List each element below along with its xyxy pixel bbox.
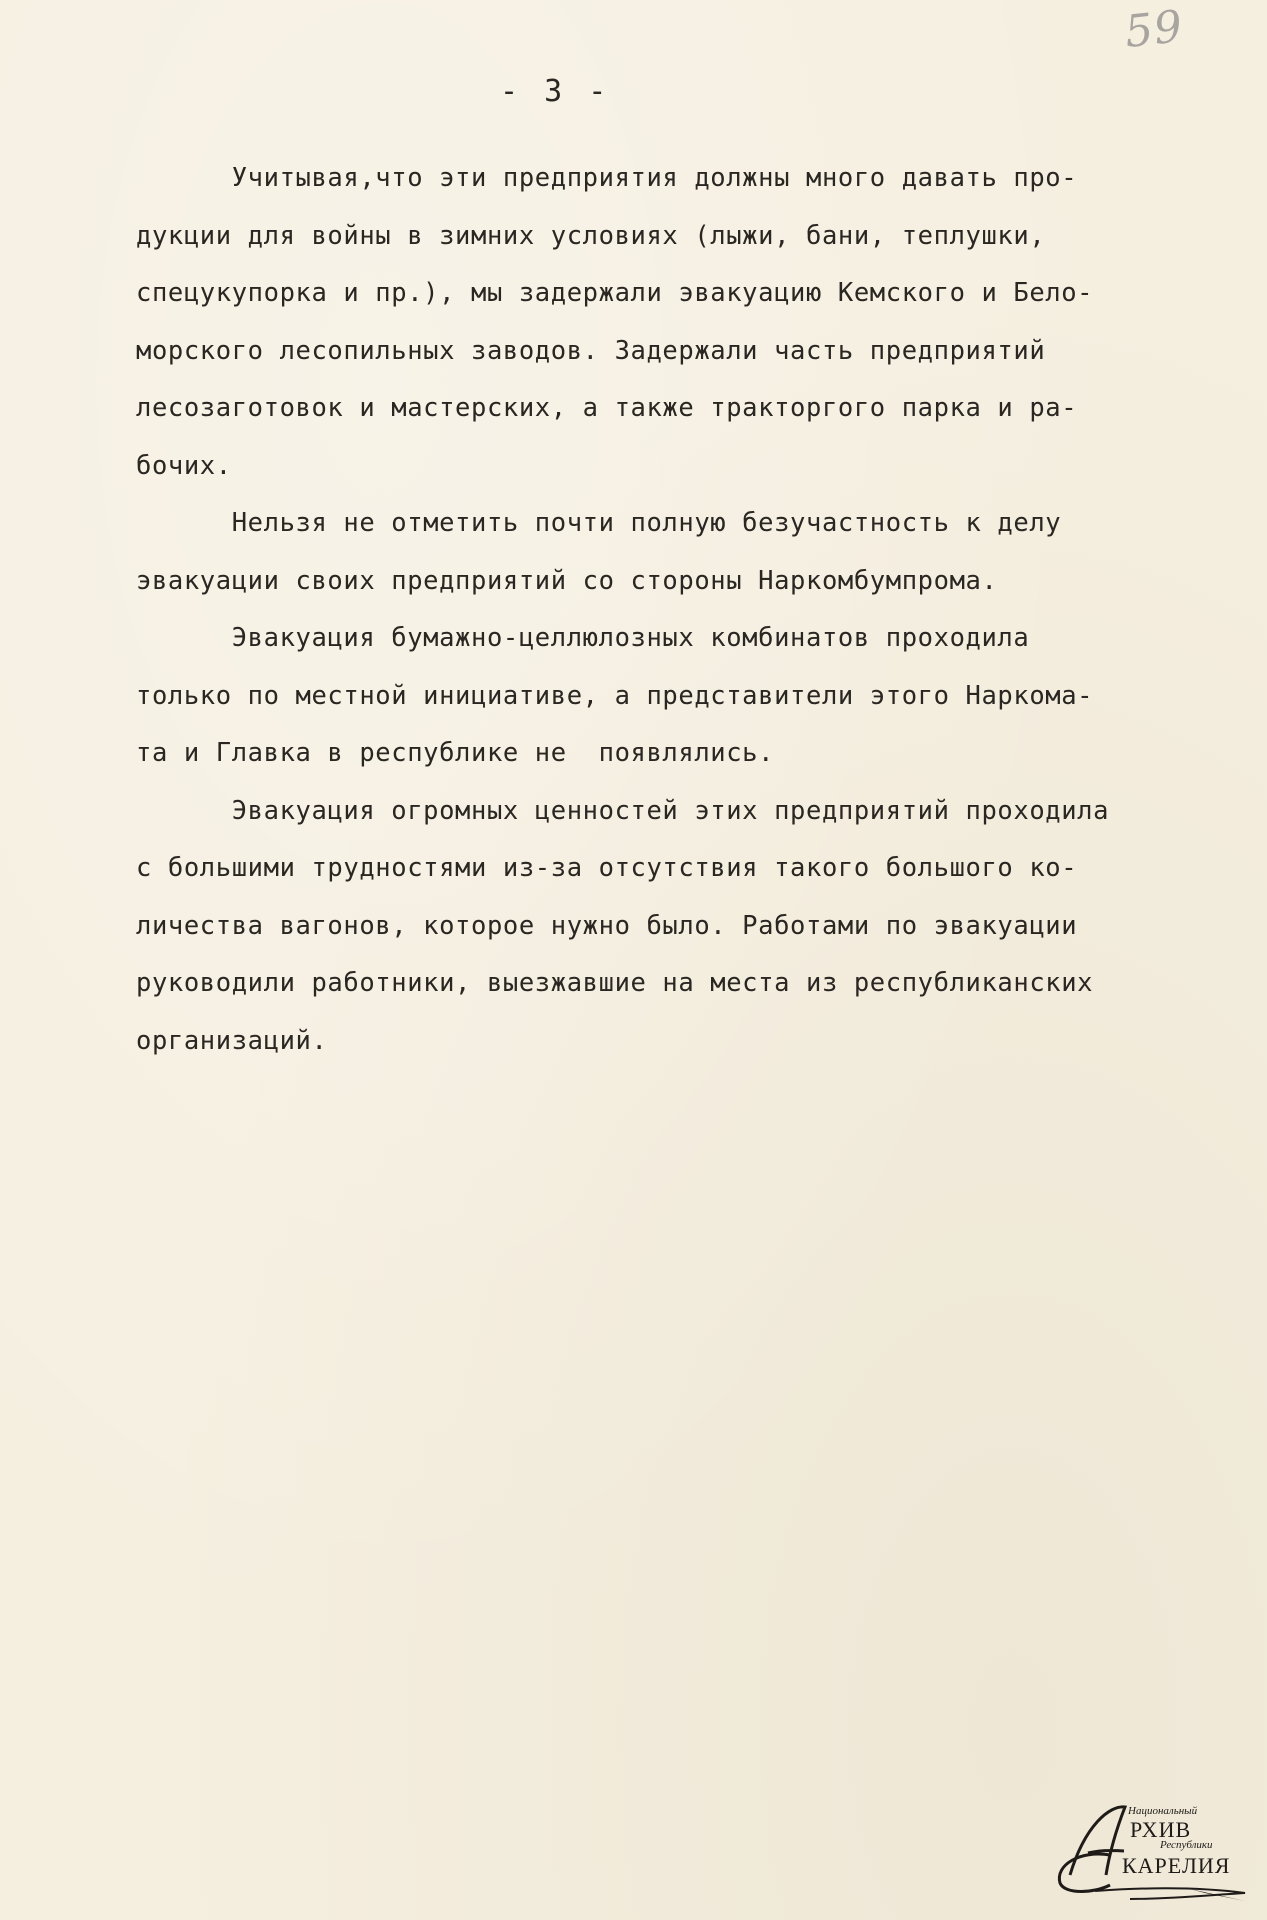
document-body: [136, 150, 1246, 1070]
text-line: Эвакуация огромных ценностей этих предприятий проходила: [136, 795, 1110, 826]
text-line: та и Главка в республике не появлялись.: [136, 738, 775, 768]
archive-stamp: [1040, 1795, 1250, 1905]
text-line: бочих.: [136, 450, 232, 481]
text-line: личества вагонов, которое нужно было. Работами по эвакуации: [136, 910, 1078, 941]
text-line: Нельзя не отметить почти полную безучастность к делу: [136, 508, 1062, 538]
stamp-label-karelia: КАРЕЛИЯ: [1122, 1853, 1231, 1878]
text-line: организаций.: [136, 1025, 328, 1056]
text-line: Эвакуация бумажно-целлюлозных комбинатов проходила: [136, 623, 1030, 653]
folio-number: 59: [1122, 1, 1186, 58]
stamp-label-archive: РХИВ: [1130, 1817, 1192, 1842]
text-line: руководили работники, выезжавшие на места из республиканских: [136, 968, 1094, 998]
text-line: только по местной инициативе, а представители этого Наркома-: [136, 680, 1094, 711]
page-number: - 3 -: [500, 74, 611, 109]
text-line: лесозаготовок и мастерских, а также тракторгого парка и ра-: [136, 393, 1078, 423]
text-line: Учитывая,что эти предприятия должны много давать про-: [136, 163, 1078, 193]
text-line: морского лесопильных заводов. Задержали часть предприятий: [136, 335, 1046, 366]
stamp-label-republic: Республики: [1160, 1839, 1213, 1851]
text-line: спецукупорка и пр.), мы задержали эвакуацию Кемского и Бело-: [136, 278, 1094, 308]
text-line: эвакуации своих предприятий со стороны Наркомбумпрома.: [136, 565, 998, 596]
stamp-label-national: Национальный: [1128, 1805, 1198, 1817]
text-line: с большими трудностями из-за отсутствия такого большого ко-: [136, 853, 1078, 883]
text-line: дукции для войны в зимних условиях (лыжи, бани, теплушки,: [136, 220, 1046, 251]
